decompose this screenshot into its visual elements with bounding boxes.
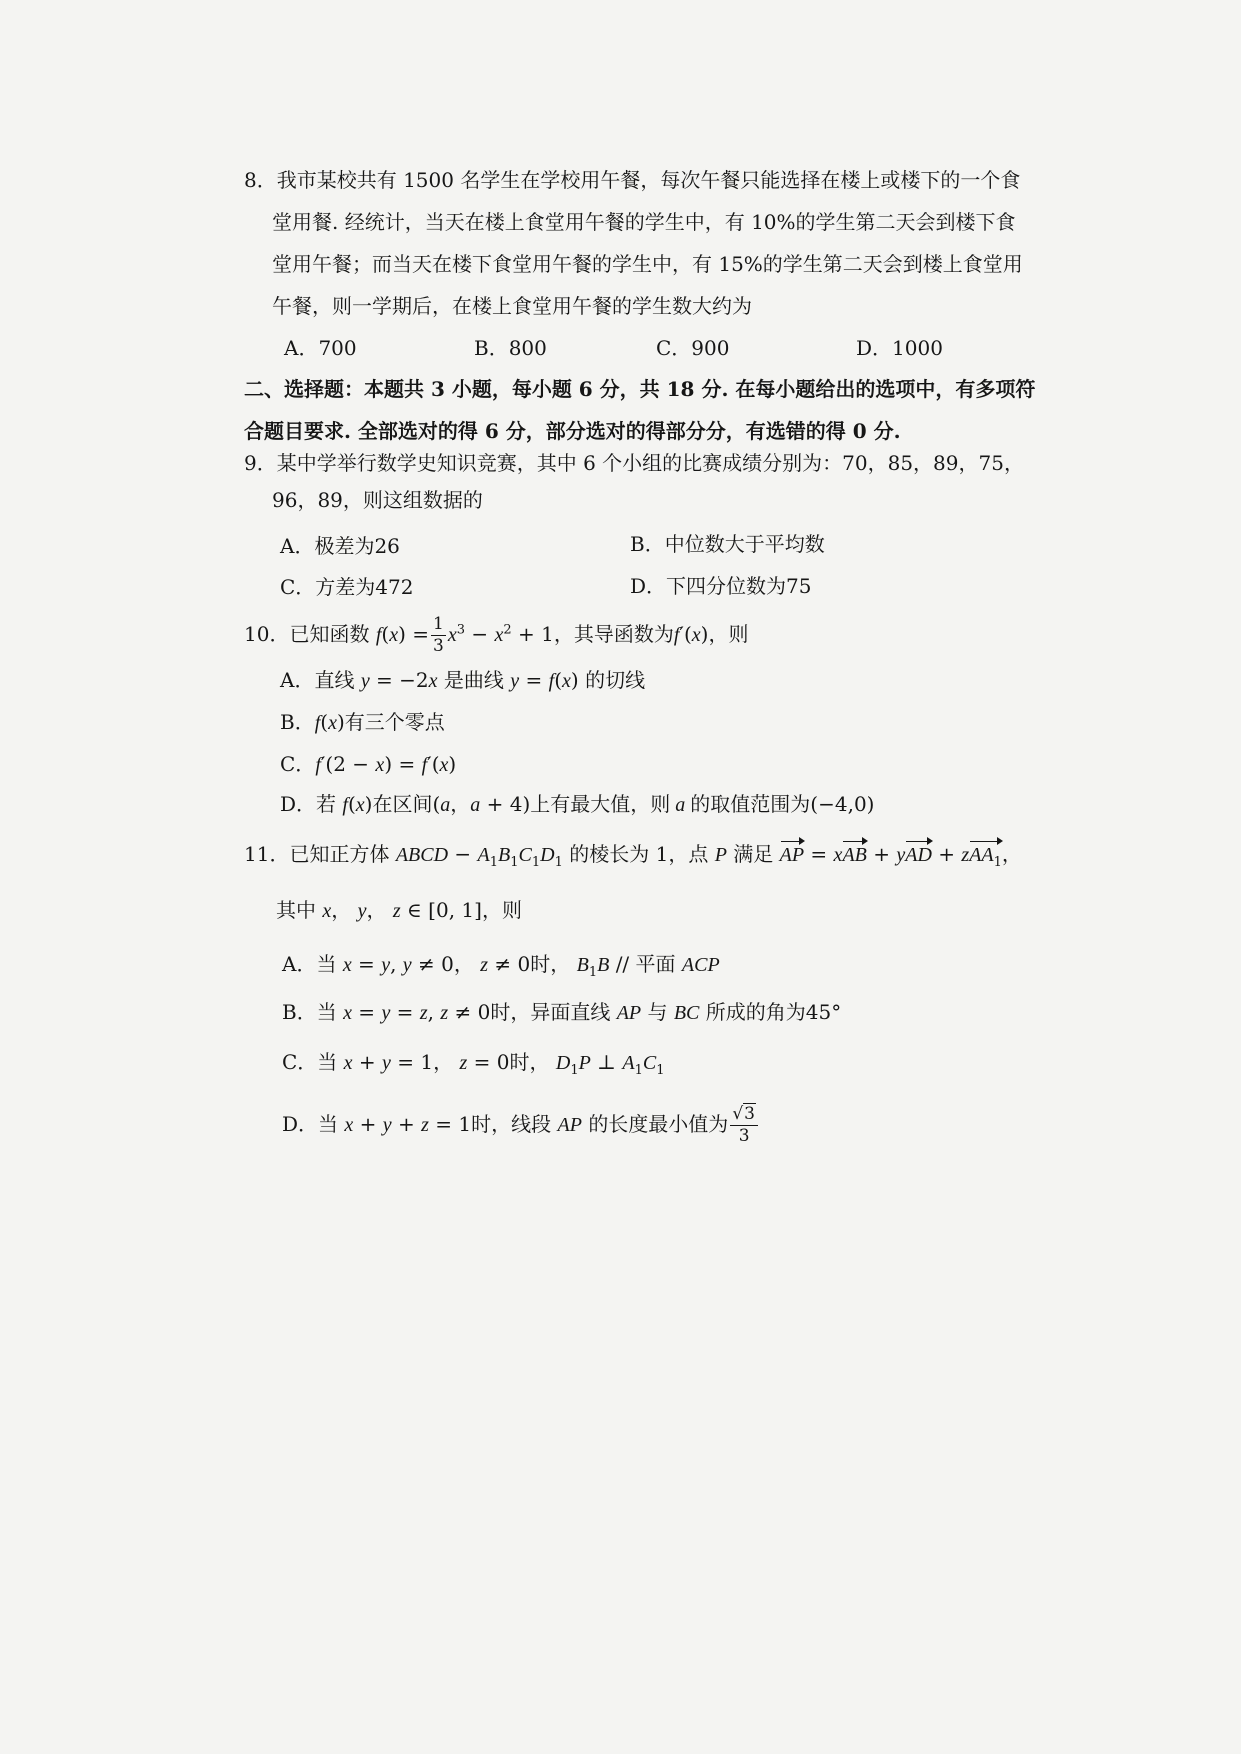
section-2-line-2: 合题目要求. 全部选对的得 6 分，部分选对的得部分分，有选错的得 0 分. (244, 419, 901, 443)
q8-line-4: 午餐，则一学期后，在楼上食堂用午餐的学生数大约为 (272, 294, 752, 318)
q11-option-a-b1b: $B_1B$ (576, 954, 610, 980)
q11-option-d-post: 的长度最小值为 (588, 1112, 729, 1136)
q11-option-c-perp: $D_1P$ ⊥ $A_1C_1$ (555, 1050, 665, 1078)
q11-option-a-label: A．当 (282, 952, 337, 976)
q11-option-b-mid2: 与 (647, 1000, 668, 1024)
q11-option-a-post: // 平面 (615, 952, 676, 976)
q9-option-a: A．极差为26 (280, 534, 400, 558)
q11-stem-line-2 (276, 896, 522, 925)
q11-option-c-condition: x + y = 1， z = 0 (343, 1050, 510, 1074)
q10-option-a-mid: 是曲线 (443, 668, 504, 692)
q10-suffix: ，其导函数为 (553, 622, 674, 646)
q10-option-b-fx: f(x) (314, 710, 345, 734)
q11-line2-post: ，则 (481, 898, 522, 922)
fraction-one-third: $\frac{1}{3}$ (433, 614, 444, 656)
q10-derivative: f′(x) (673, 622, 709, 646)
q10-option-c-formula: f′(2 − x) = f′(x) (315, 752, 457, 776)
q11-option-b-mid: 时，异面直线 (490, 1000, 611, 1024)
q10-option-d-fx: f(x) (342, 792, 373, 816)
q10-option-a-post: 的切线 (585, 668, 646, 692)
q11-option-c-mid: 时， (509, 1050, 550, 1074)
q11-option-a-plane: ACP (681, 954, 720, 976)
q11-option-c (282, 1048, 664, 1085)
section-2-line-1: 二、选择题：本题共 3 小题，每小题 6 分，共 18 分. 在每小题给出的选项中，有多项符 (244, 377, 1036, 401)
q11-option-b-post: 所成的角为45° (705, 1000, 842, 1024)
q11-option-d-condition: x + y + z = 1 (344, 1112, 472, 1136)
q11-xyz-domain: x， y， z ∈ [0, 1] (322, 898, 482, 922)
q11-option-b-condition: x = y = z, z ≠ 0 (343, 1000, 491, 1024)
q11-option-a (282, 950, 720, 987)
q9-option-c: C．方差为472 (280, 575, 414, 599)
q8-line-3: 堂用午餐；而当天在楼下食堂用午餐的学生中，有 15%的学生第二天会到楼上食堂用 (272, 252, 1023, 276)
q10-option-a (280, 666, 645, 695)
q11-vector-equation: AP = xAB + yAD + zAA$_1$， (780, 842, 1022, 866)
q10-option-d-label: D．若 (280, 792, 337, 816)
q11-mid2: 满足 (733, 842, 774, 866)
q11-stem-line-1 (244, 840, 1022, 877)
q10-function-formula: f(x) = $\frac{1}{3}$ $x^3 - x^2 + 1$ (375, 614, 554, 656)
q10-prefix: 10．已知函数 (244, 622, 370, 646)
q8-line-1: 8．我市某校共有 1500 名学生在学校用午餐，每次午餐只能选择在楼上或楼下的一个食 (244, 168, 1021, 192)
q8-line-2: 堂用餐. 经统计，当天在楼上食堂用午餐的学生中，有 10%的学生第二天会到楼下食 (272, 210, 1016, 234)
q11-mid1: 的棱长为 1，点 (569, 842, 709, 866)
q11-option-b (282, 998, 841, 1027)
q9-line-2: 96，89，则这组数据的 (272, 488, 483, 512)
q11-option-c-label: C．当 (282, 1050, 338, 1074)
q10-option-b-label: B． (280, 710, 315, 734)
q8-option-b: B．800 (474, 336, 547, 360)
q11-line2-pre: 其中 (276, 898, 316, 922)
q10-option-d-mid1: 在区间 (372, 792, 433, 816)
q10-option-c (280, 750, 456, 779)
q11-option-b-bc: BC (673, 1002, 700, 1024)
q11-option-b-label: B．当 (282, 1000, 337, 1024)
q10-option-b-post: 有三个零点 (344, 710, 445, 734)
q8-option-d: D．1000 (856, 336, 943, 360)
q10-option-d-mid2: 上有最大值，则 (530, 792, 671, 816)
q8-option-a: A．700 (284, 336, 357, 360)
q11-option-b-ap: AP (616, 1002, 642, 1024)
fraction-sqrt3-over-3: $\frac{√3}{3}$ (730, 1106, 758, 1145)
q10-option-a-curve: y = f(x) (510, 668, 579, 692)
q10-option-d (280, 790, 874, 819)
q10-stem (244, 616, 748, 655)
q11-option-d-mid: 时，线段 (471, 1112, 552, 1136)
q9-option-b: B．中位数大于平均数 (630, 532, 825, 556)
q11-option-d (282, 1106, 760, 1145)
q11-cube-name: ABCD − $A_1B_1C_1D_1$ (395, 842, 563, 870)
q10-option-d-mid3: 的取值范围为 (690, 792, 811, 816)
q10-option-d-interval: (a，a + 4) (432, 792, 531, 816)
q10-option-a-label: A．直线 (280, 668, 355, 692)
q11-point-p: P (714, 844, 727, 866)
q11-option-d-ap: AP (557, 1114, 582, 1136)
q10-option-c-label: C． (280, 752, 316, 776)
q9-option-d: D．下四分位数为75 (630, 574, 812, 598)
q10-option-a-line: y = −2x (360, 668, 438, 692)
q9-line-1: 9．某中学举行数学史知识竞赛，其中 6 个小组的比赛成绩分别为：70，85，89，75， (244, 451, 1024, 475)
q11-option-a-condition: x = y, y ≠ 0， z ≠ 0 (342, 952, 531, 976)
q8-option-c: C．900 (656, 336, 730, 360)
q10-option-d-range: (−4,0) (810, 792, 875, 816)
q10-option-b (280, 708, 445, 737)
q11-prefix: 11．已知正方体 (244, 842, 390, 866)
q10-end: ，则 (708, 622, 749, 646)
q11-option-a-mid: 时， (530, 952, 571, 976)
q10-option-d-a: a (670, 794, 691, 816)
q11-option-d-label: D．当 (282, 1112, 339, 1136)
